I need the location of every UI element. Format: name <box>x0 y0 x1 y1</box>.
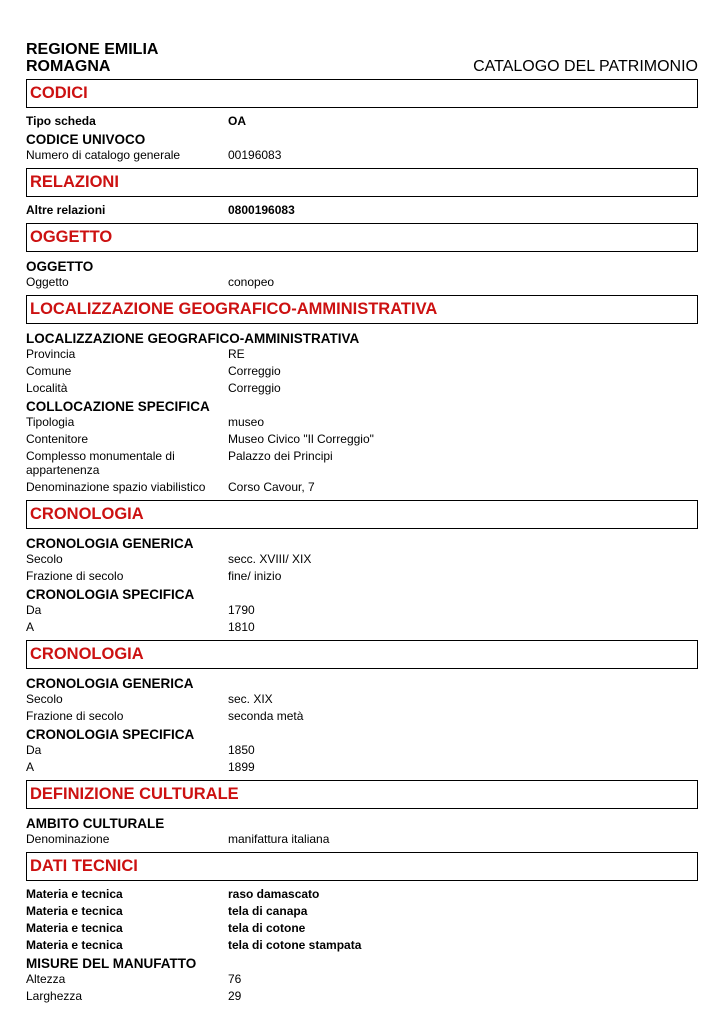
subsection-heading: OGGETTO <box>26 259 94 274</box>
region-title <box>26 41 158 75</box>
field-row <box>26 275 698 289</box>
field-row <box>26 603 698 617</box>
field-row <box>26 114 698 128</box>
field-label: Frazione di secolo <box>26 709 124 723</box>
section-header: LOCALIZZAZIONE GEOGRAFICO-AMMINISTRATIVA <box>26 295 698 324</box>
field-value: RE <box>228 347 245 361</box>
catalog-title: CATALOGO DEL PATRIMONIO <box>473 58 698 75</box>
section-header: CODICI <box>26 79 698 108</box>
field-label: Comune <box>26 364 72 378</box>
field-label: Materia e tecnica <box>26 921 123 935</box>
field-label: Denominazione spazio viabilistico <box>26 480 206 494</box>
field-row <box>26 887 698 901</box>
field-value: sec. XIX <box>228 692 273 706</box>
field-row <box>26 938 698 952</box>
field-row <box>26 620 698 634</box>
field-value: 0800196083 <box>228 203 295 217</box>
field-row <box>26 552 698 566</box>
field-row <box>26 432 698 446</box>
field-row <box>26 692 698 706</box>
field-label: Altre relazioni <box>26 203 106 217</box>
subsection-heading: CRONOLOGIA SPECIFICA <box>26 587 195 602</box>
section-dati-tecnici <box>26 852 698 1003</box>
subsection-heading: COLLOCAZIONE SPECIFICA <box>26 399 210 414</box>
field-label: Tipologia <box>26 415 75 429</box>
section-relazioni <box>26 168 698 217</box>
field-value: Corso Cavour, 7 <box>228 480 315 494</box>
field-value: 29 <box>228 989 242 1003</box>
catalog-record <box>26 79 698 1009</box>
field-label: Località <box>26 381 68 395</box>
subsection-heading: CRONOLOGIA GENERICA <box>26 676 194 691</box>
field-value: 76 <box>228 972 242 986</box>
field-row <box>26 760 698 774</box>
field-label: Numero di catalogo generale <box>26 148 181 162</box>
field-row <box>26 832 698 846</box>
field-value: OA <box>228 114 246 128</box>
field-value: 1850 <box>228 743 255 757</box>
field-value: secc. XVIII/ XIX <box>228 552 312 566</box>
field-row <box>26 709 698 723</box>
field-row <box>26 347 698 361</box>
subsection-heading: CRONOLOGIA GENERICA <box>26 536 194 551</box>
field-value: tela di cotone stampata <box>228 938 362 952</box>
field-label: Altezza <box>26 972 66 986</box>
field-row <box>26 743 698 757</box>
section-cronologia <box>26 640 698 774</box>
subsection-heading: CODICE UNIVOCO <box>26 132 146 147</box>
field-label: Materia e tecnica <box>26 904 123 918</box>
section-header: DEFINIZIONE CULTURALE <box>26 780 698 809</box>
field-row <box>26 972 698 986</box>
field-value: manifattura italiana <box>228 832 330 846</box>
section-header: CRONOLOGIA <box>26 640 698 669</box>
field-label: Materia e tecnica <box>26 887 123 901</box>
field-value: 00196083 <box>228 148 282 162</box>
field-row <box>26 989 698 1003</box>
field-label: A <box>26 760 35 774</box>
field-value: fine/ inizio <box>228 569 282 583</box>
field-value: 1899 <box>228 760 255 774</box>
field-row <box>26 480 698 494</box>
section-oggetto <box>26 223 698 289</box>
field-label: Secolo <box>26 552 63 566</box>
section-localizzazione-geografico-amministrativa <box>26 295 698 494</box>
section-header: CRONOLOGIA <box>26 500 698 529</box>
field-value: 1790 <box>228 603 255 617</box>
field-label: Oggetto <box>26 275 69 289</box>
field-value: 1810 <box>228 620 255 634</box>
field-value: Museo Civico "Il Correggio" <box>228 432 374 446</box>
section-codici <box>26 79 698 162</box>
field-label: Complesso monumentale di appartenenza <box>26 449 175 477</box>
field-label: Secolo <box>26 692 63 706</box>
section-header: RELAZIONI <box>26 168 698 197</box>
field-label: Materia e tecnica <box>26 938 123 952</box>
field-row <box>26 381 698 395</box>
field-row <box>26 449 698 477</box>
section-header: DATI TECNICI <box>26 852 698 881</box>
field-row <box>26 203 698 217</box>
subsection-heading: MISURE DEL MANUFATTO <box>26 956 197 971</box>
page-header <box>26 41 698 77</box>
field-label: Contenitore <box>26 432 89 446</box>
field-row <box>26 904 698 918</box>
field-label: A <box>26 620 35 634</box>
field-value: seconda metà <box>228 709 304 723</box>
field-row <box>26 569 698 583</box>
field-label: Da <box>26 743 42 757</box>
field-value: Correggio <box>228 381 281 395</box>
field-row <box>26 148 698 162</box>
field-value: tela di cotone <box>228 921 306 935</box>
field-value: conopeo <box>228 275 275 289</box>
region-line-2: ROMAGNA <box>26 58 111 75</box>
field-value: Palazzo dei Principi <box>228 449 333 463</box>
subsection-heading: LOCALIZZAZIONE GEOGRAFICO-AMMINISTRATIVA <box>26 331 360 346</box>
field-value: raso damascato <box>228 887 320 901</box>
region-line-1: REGIONE EMILIA <box>26 41 159 58</box>
section-cronologia <box>26 500 698 634</box>
subsection-heading: AMBITO CULTURALE <box>26 816 165 831</box>
field-label: Tipo scheda <box>26 114 96 128</box>
field-row <box>26 415 698 429</box>
field-value: museo <box>228 415 265 429</box>
subsection-heading: CRONOLOGIA SPECIFICA <box>26 727 195 742</box>
section-header: OGGETTO <box>26 223 698 252</box>
field-value: Correggio <box>228 364 281 378</box>
section-definizione-culturale <box>26 780 698 846</box>
field-row <box>26 921 698 935</box>
field-label: Larghezza <box>26 989 83 1003</box>
field-label: Da <box>26 603 42 617</box>
field-label: Frazione di secolo <box>26 569 124 583</box>
field-label: Provincia <box>26 347 76 361</box>
field-value: tela di canapa <box>228 904 308 918</box>
field-row <box>26 364 698 378</box>
field-label: Denominazione <box>26 832 110 846</box>
